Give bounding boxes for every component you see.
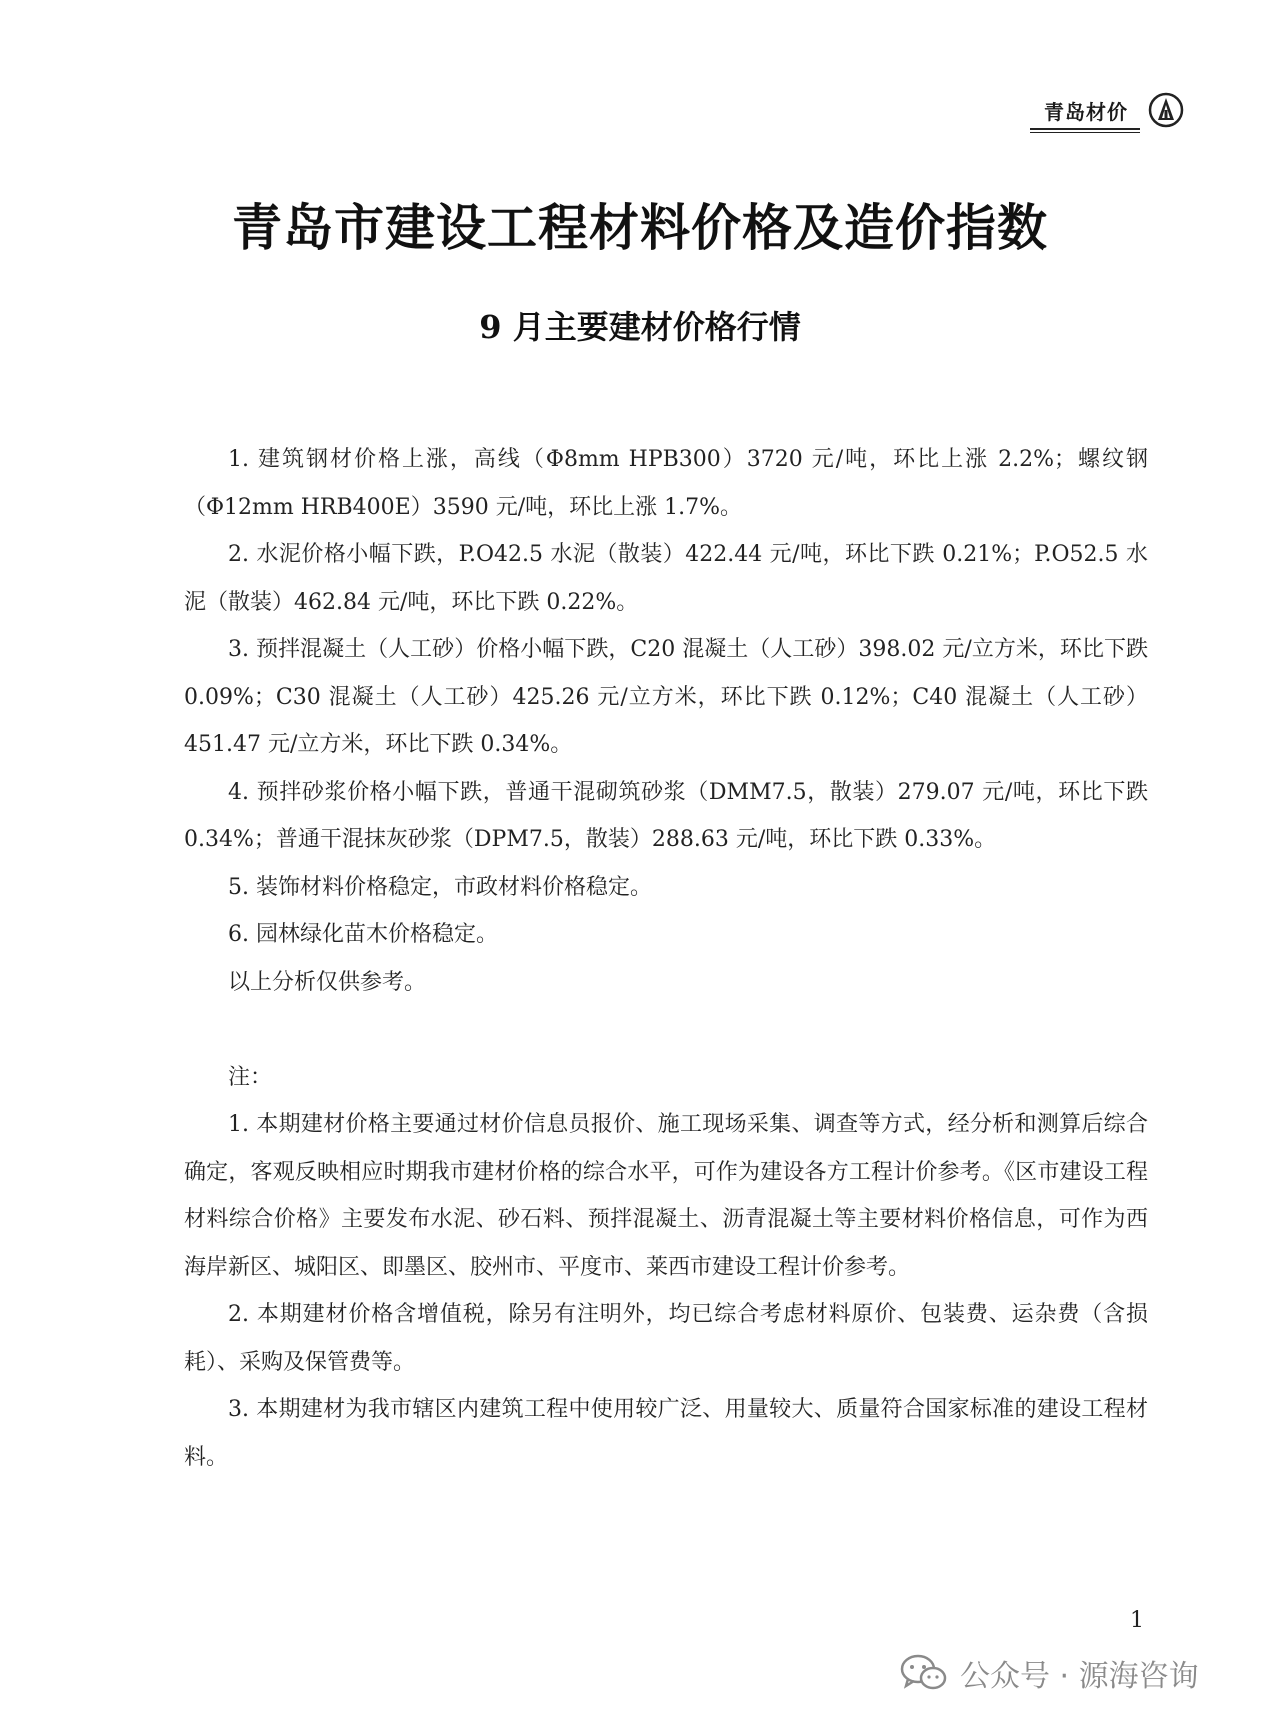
note-item: 3. 本期建材为我市辖区内建筑工程中使用较广泛、用量较大、质量符合国家标准的建设工程材料。 — [184, 1397, 1148, 1470]
paragraph-concrete: 3. 预拌混凝土（人工砂）价格小幅下跌，C20 混凝土（人工砂）398.02 元/立方米，环比下跌 0.09%；C30 混凝土（人工砂）425.26 元/立方米，环比下跌 0.12%；C40 混凝土（人工砂）451.47 元/立方米，环比下跌 0.34%。 — [184, 637, 1148, 757]
paragraph-reference: 以上分析仅供参考。 — [228, 969, 427, 995]
emblem-icon — [1148, 92, 1184, 128]
page-subtitle: 9 月主要建材价格行情 — [479, 308, 801, 346]
paragraph-mortar: 4. 预拌砂浆价格小幅下跌，普通干混砌筑砂浆（DMM7.5，散装）279.07 元/吨，环比下跌 0.34%；普通干混抹灰砂浆（DPM7.5，散装）288.63 元/吨，环比下跌 0.33%。 — [184, 779, 1148, 852]
note-item: 1. 本期建材价格主要通过材价信息员报价、施工现场采集、调查等方式，经分析和测算后综合确定，客观反映相应时期我市建材价格的综合水平，可作为建设各方工程计价参考。《区市建设工程材料综合价格》主要发布水泥、砂石料、预拌混凝土、沥青混凝土等主要材料价格信息，可作为西海岸新区、城阳区、即墨区、胶州市、平度市、莱西市建设工程计价参考。 — [184, 1112, 1148, 1280]
note-item: 2. 本期建材价格含增值税，除另有注明外，均已综合考虑材料原价、包装费、运杂费（含损耗）、采购及保管费等。 — [184, 1302, 1148, 1375]
header-brand — [1030, 92, 1184, 134]
paragraph-cement: 2. 水泥价格小幅下跌，P.O42.5 水泥（散装）422.44 元/吨，环比下跌 0.21%；P.O52.5 水泥（散装）462.84 元/吨，环比下跌 0.22%。 — [184, 542, 1148, 615]
paragraph-landscape: 6. 园林绿化苗木价格稳定。 — [228, 922, 498, 947]
wechat-icon — [900, 1653, 948, 1693]
spacer — [184, 1006, 1148, 1054]
paragraph-steel: 1. 建筑钢材价格上涨，高线（Φ8mm HPB300）3720 元/吨，环比上涨 2.2%；螺纹钢（Φ12mm HRB400E）3590 元/吨，环比上涨 1.7%。 — [184, 447, 1148, 520]
watermark — [900, 1648, 1199, 1698]
page-title: 青岛市建设工程材料价格及造价指数 — [232, 199, 1048, 257]
page-number: 1 — [1130, 1608, 1144, 1633]
paragraph-decoration: 5. 装饰材料价格稳定，市政材料价格稳定。 — [228, 874, 652, 900]
header-brand-text: 青岛材价 — [1044, 100, 1128, 124]
notes-label: 注： — [228, 1064, 273, 1090]
header-divider-thin — [1030, 132, 1140, 133]
header-divider — [1030, 128, 1140, 130]
article-body — [184, 436, 1148, 1481]
watermark-text: 公众号 · 源海咨询 — [960, 1659, 1199, 1694]
